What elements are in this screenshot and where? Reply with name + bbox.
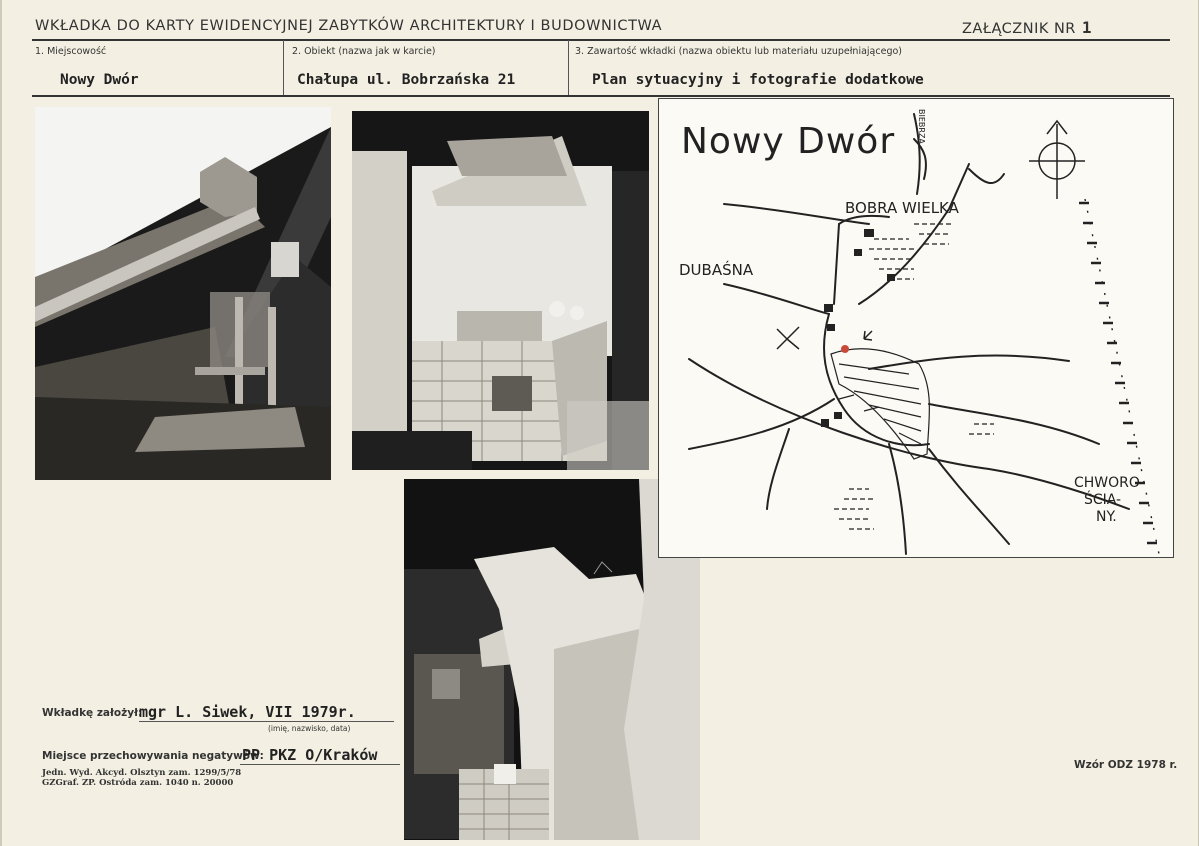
photo-roof <box>35 107 331 480</box>
annex-label: ZAŁĄCZNIK NR <box>962 21 1076 37</box>
annex-number <box>962 18 1092 37</box>
situation-map <box>658 98 1174 558</box>
field-location-value: Nowy Dwór <box>60 72 139 88</box>
map-river-label: BIEBRZA <box>917 109 926 144</box>
map-label-east-line: CHWORO- <box>1074 475 1146 491</box>
field-contents-value: Plan sytuacyjny i fotografie dodatkowe <box>592 72 924 88</box>
created-by-hint: (imię, nazwisko, data) <box>268 724 351 733</box>
storage-value: PP PKZ O/Kraków <box>242 746 378 764</box>
field-location-label: 1. Miejscowość <box>35 46 107 57</box>
map-label-east <box>1074 475 1145 526</box>
photo-oven <box>404 479 700 840</box>
map-label-east-line: ŚCIA- <box>1084 492 1122 508</box>
created-by-rule <box>139 721 394 722</box>
printer-info <box>42 768 241 788</box>
field-divider <box>283 40 284 96</box>
storage-rule <box>240 764 400 765</box>
field-object-value: Chałupa ul. Bobrzańska 21 <box>297 72 516 88</box>
printer-info-line: GZGraf. ZP. Ostróda zam. 1040 n. 20000 <box>42 778 234 788</box>
header-rule <box>32 39 1170 41</box>
fields-rule <box>32 95 1170 97</box>
map-label-west: DUBAŚNA <box>679 261 754 279</box>
photo-stove <box>352 111 649 470</box>
created-by-value: mgr L. Siwek, VII 1979r. <box>139 703 356 721</box>
document-title: WKŁADKA DO KARTY EWIDENCYJNEJ ZABYTKÓW ARCHITEKTURY I BUDOWNICTWA <box>35 18 663 34</box>
form-code: Wzór ODZ 1978 r. <box>1074 759 1178 771</box>
map-label-east-line: NY. <box>1096 509 1117 525</box>
map-title: Nowy Dwór <box>681 121 896 162</box>
field-object-label: 2. Obiekt (nazwa jak w karcie) <box>292 46 436 57</box>
field-divider <box>568 40 569 96</box>
annex-value: 1 <box>1081 18 1093 37</box>
storage-label: Miejsce przechowywania negatywów: <box>42 750 264 762</box>
created-by-label: Wkładkę założył: <box>42 707 143 719</box>
map-label-north: BOBRA WIELKA <box>845 199 959 217</box>
printer-info-line: Jedn. Wyd. Akcyd. Olsztyn zam. 1299/5/78 <box>42 768 242 778</box>
field-contents-label: 3. Zawartość wkładki (nazwa obiektu lub materiału uzupełniającego) <box>575 46 902 57</box>
